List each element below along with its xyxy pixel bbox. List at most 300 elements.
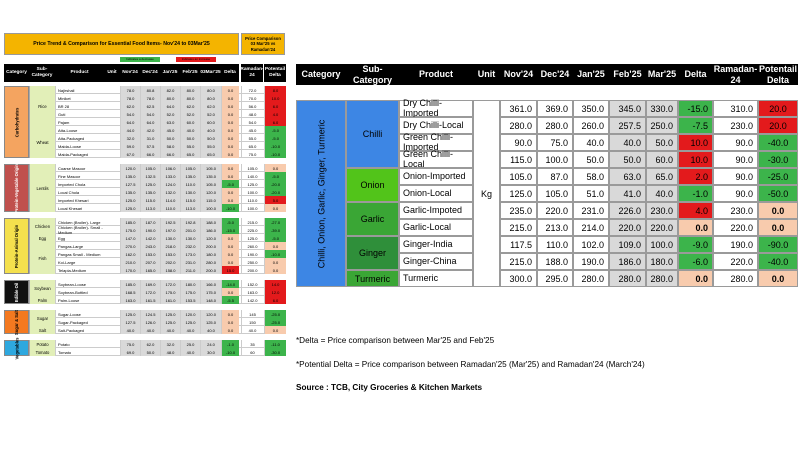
left-product-cell: Najirshail xyxy=(55,86,104,94)
left-value-cell: 190.0 xyxy=(241,250,263,258)
right-delta-cell: 4.0 xyxy=(678,202,713,219)
left-title: Price Trend & Comparison for Essential Food Items- Nov'24 to 03Mar'25 xyxy=(4,33,239,55)
left-value-cell: 78.0 xyxy=(120,94,140,102)
left-header-cell: 03Mar'25 xyxy=(200,64,221,82)
left-product-cell: Coarse Masoor xyxy=(55,164,104,172)
left-value-cell: 54.0 xyxy=(120,110,140,118)
right-unit-cell: Kg xyxy=(473,100,500,287)
left-product-cell: Guti xyxy=(55,110,104,118)
right-price-cell: 280.0 xyxy=(609,270,646,287)
left-subcategory-cell: Fish xyxy=(29,242,55,274)
left-category-label: Vegetables xyxy=(13,337,19,359)
left-value-cell: 120.0 xyxy=(120,164,140,172)
right-price-cell: 280.0 xyxy=(500,117,537,134)
left-value-cell: 106.0 xyxy=(160,164,180,172)
left-value-cell: -25.0 xyxy=(264,310,286,318)
left-value-cell: 55.0 xyxy=(180,142,200,150)
left-product-cell: Imported Chola xyxy=(55,180,104,188)
right-potential-delta-cell: 20.0 xyxy=(758,100,798,117)
left-value-cell: 0.0 xyxy=(221,134,239,142)
right-price-cell: 117.5 xyxy=(500,236,537,253)
left-value-cell: 142.0 xyxy=(241,296,263,304)
left-table-row xyxy=(55,172,286,180)
left-value-cell: 260.0 xyxy=(241,242,263,250)
left-value-cell: 52.0 xyxy=(200,110,221,118)
left-value-cell: -10.0 xyxy=(221,204,239,212)
right-header-cell: Potentail Delta xyxy=(758,64,797,85)
left-value-cell: -14.0 xyxy=(221,280,239,288)
right-potential-delta-cell: -40.0 xyxy=(758,134,798,151)
left-value-cell: 153.5 xyxy=(180,296,200,304)
left-value-cell: 40.0 xyxy=(120,326,140,334)
left-value-cell: 148.0 xyxy=(200,296,221,304)
left-table-row xyxy=(55,258,286,266)
right-price-cell: 50.0 xyxy=(646,134,678,151)
right-price-cell: 58.0 xyxy=(573,168,609,185)
right-subcategory-cell: Chilli xyxy=(346,100,399,168)
left-category-label: Protein-Vegetable Origin xyxy=(14,163,19,213)
left-value-cell: -27.0 xyxy=(264,218,286,226)
left-value-cell: 180.0 xyxy=(180,280,200,288)
left-value-cell: 0.0 xyxy=(221,188,239,196)
left-value-cell: 6.0 xyxy=(264,296,286,304)
left-header-cell: Product xyxy=(55,64,104,82)
left-value-cell: 0.0 xyxy=(221,126,239,134)
left-value-cell: 125.0 xyxy=(200,318,221,326)
right-price-cell: 63.0 xyxy=(609,168,646,185)
right-potential-delta-cell: -40.0 xyxy=(758,253,798,270)
right-price-cell: 105.0 xyxy=(500,168,537,185)
left-value-cell: -5.0 xyxy=(264,126,286,134)
left-value-cell: 190.0 xyxy=(140,226,160,234)
left-value-cell: 105.0 xyxy=(200,180,221,188)
left-value-cell: 175.0 xyxy=(180,288,200,296)
left-product-cell: Koi-Large xyxy=(55,258,104,266)
left-value-cell: 15.0 xyxy=(221,266,239,274)
left-value-cell: 225.0 xyxy=(241,226,263,234)
left-value-cell: 0.0 xyxy=(221,310,239,318)
left-value-cell: 125.0 xyxy=(120,310,140,318)
left-value-cell: 50.0 xyxy=(160,134,180,142)
left-value-cell: 175.0 xyxy=(160,288,180,296)
right-header-cell: Feb'25 xyxy=(609,64,646,85)
left-subcategory-cell: Palm xyxy=(29,296,55,304)
left-product-cell: Soybean-Bottled xyxy=(55,288,104,296)
left-value-cell: 158.0 xyxy=(160,266,180,274)
left-value-cell: 105.0 xyxy=(180,164,200,172)
left-value-cell: 172.0 xyxy=(140,288,160,296)
left-table-row xyxy=(55,180,286,188)
legend-decrease: Indicates a decrease xyxy=(120,57,160,62)
left-value-cell: 153.0 xyxy=(140,250,160,258)
right-header-cell: Category xyxy=(296,64,346,85)
left-value-cell: 31.0 xyxy=(140,134,160,142)
left-value-cell: 4.0 xyxy=(264,110,286,118)
left-value-cell: 124.0 xyxy=(160,180,180,188)
left-value-cell: 8.0 xyxy=(264,86,286,94)
left-value-cell: 127.5 xyxy=(120,318,140,326)
left-value-cell: 114.0 xyxy=(160,196,180,204)
right-price-cell: 60.0 xyxy=(646,151,678,168)
left-value-cell: 40.0 xyxy=(180,348,200,356)
right-price-cell: 102.0 xyxy=(573,236,609,253)
left-table-row xyxy=(55,226,286,234)
left-header-cell: Potentail Delta xyxy=(264,64,286,82)
left-value-cell: 40.0 xyxy=(241,326,263,334)
left-table-row xyxy=(55,196,286,204)
left-value-cell: 185.0 xyxy=(120,218,140,226)
price-comparison-box xyxy=(241,33,285,55)
right-potential-delta-cell: 20.0 xyxy=(758,117,798,134)
left-product-cell: Fine Masoor xyxy=(55,172,104,180)
left-value-cell: 192.8 xyxy=(180,218,200,226)
left-value-cell: 65.0 xyxy=(241,142,263,150)
left-category-label: Carbohydrates xyxy=(14,107,19,137)
left-value-cell: 115.0 xyxy=(200,196,221,204)
note-source: Source : TCB, City Groceries & Kitchen Markets xyxy=(296,383,483,392)
right-ramadan-cell: 90.0 xyxy=(713,185,758,202)
right-price-cell: 40.0 xyxy=(609,134,646,151)
left-value-cell: 52.0 xyxy=(160,110,180,118)
right-product-cell: Ginger-India xyxy=(399,236,473,253)
right-delta-cell: -6.0 xyxy=(678,253,713,270)
left-value-cell: 69.0 xyxy=(120,348,140,356)
right-potential-delta-cell: 0.0 xyxy=(758,202,798,219)
left-value-cell: 153.0 xyxy=(160,250,180,258)
left-value-cell: 215.0 xyxy=(241,218,263,226)
left-value-cell: 40.0 xyxy=(200,126,221,134)
right-delta-cell: 0.0 xyxy=(678,219,713,236)
right-ramadan-cell: 220.0 xyxy=(713,219,758,236)
left-value-cell: 80.8 xyxy=(140,86,160,94)
right-price-cell: 110.0 xyxy=(537,236,573,253)
left-product-cell: Palm-Loose xyxy=(55,296,104,304)
left-product-cell: Pangas Small - Medium xyxy=(55,250,104,258)
left-value-cell: 110.0 xyxy=(241,196,263,204)
right-price-cell: 190.0 xyxy=(573,253,609,270)
left-value-cell: 115.0 xyxy=(180,196,200,204)
left-value-cell: 175.0 xyxy=(120,226,140,234)
left-value-cell: 0.0 xyxy=(221,94,239,102)
left-category-cell xyxy=(4,218,29,274)
right-ramadan-cell: 310.0 xyxy=(713,100,758,117)
left-value-cell: -1.0 xyxy=(221,340,239,348)
left-value-cell: 12.0 xyxy=(264,288,286,296)
left-value-cell: 48.0 xyxy=(241,110,263,118)
left-table-row xyxy=(55,326,286,334)
left-value-cell: 0.0 xyxy=(221,196,239,204)
right-product-cell: Turmeric xyxy=(399,270,473,287)
left-value-cell: 80.0 xyxy=(180,94,200,102)
left-value-cell: -25.0 xyxy=(264,318,286,326)
left-value-cell: -20.0 xyxy=(264,188,286,196)
right-price-cell: 213.0 xyxy=(537,219,573,236)
left-value-cell: 62.0 xyxy=(120,102,140,110)
left-subcategory-cell: Chicken xyxy=(29,218,55,234)
left-value-cell: 55.0 xyxy=(241,134,263,142)
left-value-cell: 250.0 xyxy=(241,258,263,266)
left-value-cell: 280.0 xyxy=(200,258,221,266)
left-value-cell: 130.0 xyxy=(180,188,200,196)
left-value-cell: 6.0 xyxy=(264,102,286,110)
left-value-cell: 125.0 xyxy=(120,204,140,212)
right-price-cell: 105.0 xyxy=(537,185,573,202)
left-value-cell: 132.5 xyxy=(140,172,160,180)
left-value-cell: 0.0 xyxy=(221,318,239,326)
right-ramadan-cell: 230.0 xyxy=(713,202,758,219)
left-value-cell: 169.0 xyxy=(140,280,160,288)
left-value-cell: 165.0 xyxy=(140,266,160,274)
left-value-cell: 45.0 xyxy=(160,126,180,134)
left-value-cell: 72.0 xyxy=(241,86,263,94)
left-product-cell: Maida-Packaged xyxy=(55,150,104,158)
right-subcategory-cell: Turmeric xyxy=(346,270,399,287)
left-value-cell: 166.0 xyxy=(200,280,221,288)
left-value-cell: 113.0 xyxy=(180,204,200,212)
left-value-cell: 10.0 xyxy=(264,94,286,102)
left-value-cell: 100.0 xyxy=(241,204,263,212)
left-value-cell: 62.0 xyxy=(200,102,221,110)
left-value-cell: -11.0 xyxy=(264,340,286,348)
price-comparison-line-2: 03 Mar'25 vs xyxy=(250,41,276,47)
right-price-cell: 280.0 xyxy=(573,270,609,287)
right-price-cell: 51.0 xyxy=(573,185,609,202)
left-value-cell: 163.0 xyxy=(241,288,263,296)
right-price-cell: 330.0 xyxy=(646,100,678,117)
left-product-cell: Soybean-Loose xyxy=(55,280,104,288)
left-value-cell: 135.0 xyxy=(120,172,140,180)
right-product-cell: Garlic-Impoted xyxy=(399,202,473,219)
right-price-cell: 115.0 xyxy=(500,151,537,168)
left-value-cell: -30.0 xyxy=(264,348,286,356)
right-potential-delta-cell: -25.0 xyxy=(758,168,798,185)
left-value-cell: 30.0 xyxy=(200,348,221,356)
right-price-cell: 75.0 xyxy=(537,134,573,151)
left-header-cell: Nov'24 xyxy=(120,64,140,82)
left-table-row xyxy=(55,164,286,172)
left-table-row xyxy=(55,150,286,158)
left-value-cell: 172.0 xyxy=(160,280,180,288)
left-value-cell: 145 xyxy=(241,310,263,318)
left-value-cell: 132.0 xyxy=(160,188,180,196)
left-table-row xyxy=(55,110,286,118)
right-price-cell: 231.0 xyxy=(573,202,609,219)
right-header-cell: Unit xyxy=(473,64,500,85)
left-product-cell: Telapia-Medium xyxy=(55,266,104,274)
left-value-cell: 0.0 xyxy=(264,204,286,212)
right-ramadan-cell: 190.0 xyxy=(713,236,758,253)
left-value-cell: 0.0 xyxy=(221,234,239,242)
left-value-cell: 0.0 xyxy=(221,250,239,258)
left-value-cell: 62.0 xyxy=(140,340,160,348)
left-header-cell: Category xyxy=(4,64,29,82)
left-value-cell: 40.0 xyxy=(160,326,180,334)
left-value-cell: 175.0 xyxy=(200,288,221,296)
left-value-cell: 0.0 xyxy=(221,142,239,150)
left-value-cell: 57.5 xyxy=(140,142,160,150)
left-value-cell: 125.0 xyxy=(241,180,263,188)
left-header-cell: Sub-Category xyxy=(29,64,55,82)
right-delta-cell: -15.0 xyxy=(678,100,713,117)
left-value-cell: 78.0 xyxy=(140,94,160,102)
left-header-cell: Ramadan-24 xyxy=(241,64,263,82)
left-value-cell: 120.0 xyxy=(200,188,221,196)
left-table-row xyxy=(55,94,286,102)
left-product-cell: Sugar-Packaged xyxy=(55,318,104,326)
right-price-cell: 369.0 xyxy=(537,100,573,117)
right-header-cell: Product xyxy=(399,64,473,85)
right-header-cell: Nov'24 xyxy=(500,64,537,85)
right-price-cell: 65.0 xyxy=(646,168,678,185)
left-table-row xyxy=(55,134,286,142)
right-product-cell: Onion-Local xyxy=(399,185,473,202)
left-value-cell: 105.0 xyxy=(200,164,221,172)
right-price-cell: 226.0 xyxy=(609,202,646,219)
left-value-cell: 180.0 xyxy=(200,250,221,258)
right-subcategory-cell: Ginger xyxy=(346,236,399,270)
price-comparison-line-1: Price Comparison xyxy=(245,36,281,42)
right-potential-delta-cell: -90.0 xyxy=(758,236,798,253)
left-value-cell: 133.0 xyxy=(160,172,180,180)
left-product-cell: Chicken (Broiler)- Large xyxy=(55,218,104,226)
right-subcategory-cell: Onion xyxy=(346,168,399,202)
left-value-cell: 0.0 xyxy=(264,242,286,250)
right-price-cell: 260.0 xyxy=(573,117,609,134)
right-price-cell: 109.0 xyxy=(609,236,646,253)
left-product-cell: Maida-Loose xyxy=(55,142,104,150)
left-value-cell: 147.0 xyxy=(120,234,140,242)
left-category-cell xyxy=(4,280,29,304)
left-value-cell: 70.0 xyxy=(241,94,263,102)
left-value-cell: 42.0 xyxy=(140,126,160,134)
left-category-cell xyxy=(4,86,29,158)
left-value-cell: 200.0 xyxy=(241,266,263,274)
left-value-cell: -5.0 xyxy=(221,180,239,188)
left-value-cell: 64.0 xyxy=(140,118,160,126)
left-subcategory-cell: Egg xyxy=(29,234,55,242)
left-subcategory-cell: Soybean xyxy=(29,280,55,296)
left-value-cell: 60.0 xyxy=(180,118,200,126)
left-value-cell: 186.0 xyxy=(200,226,221,234)
left-product-cell: Pajam xyxy=(55,118,104,126)
left-value-cell: 0.0 xyxy=(264,164,286,172)
left-value-cell: 6.0 xyxy=(264,118,286,126)
left-subcategory-cell: Tomato xyxy=(29,348,55,356)
left-value-cell: 188.0 xyxy=(200,218,221,226)
left-value-cell: 110.0 xyxy=(160,204,180,212)
left-table-row xyxy=(55,242,286,250)
left-value-cell: 201.0 xyxy=(180,226,200,234)
left-value-cell: 59.0 xyxy=(120,142,140,150)
left-product-cell: Egg xyxy=(55,234,104,242)
left-value-cell: 115.0 xyxy=(140,196,160,204)
left-value-cell: 40.0 xyxy=(180,326,200,334)
left-value-cell: 135.0 xyxy=(140,188,160,196)
left-value-cell: 65.0 xyxy=(200,150,221,158)
right-price-cell: 295.0 xyxy=(537,270,573,287)
note-delta: *Delta = Price comparison between Mar'25 and Feb'25 xyxy=(296,336,495,345)
left-value-cell: 56.0 xyxy=(241,102,263,110)
left-value-cell: 62.0 xyxy=(180,102,200,110)
right-ramadan-cell: 230.0 xyxy=(713,117,758,134)
right-category-label: Chilli, Onion, Garlic, Ginger, Turmeric xyxy=(316,119,327,268)
left-value-cell: 130.0 xyxy=(180,234,200,242)
left-table-row xyxy=(55,102,286,110)
right-category-cell xyxy=(296,100,346,287)
right-delta-cell: 10.0 xyxy=(678,151,713,168)
right-price-cell: 188.0 xyxy=(537,253,573,270)
left-value-cell: 161.0 xyxy=(160,296,180,304)
left-value-cell: 163.0 xyxy=(120,296,140,304)
left-table-row xyxy=(55,310,286,318)
left-value-cell: 0.0 xyxy=(221,258,239,266)
right-price-cell: 230.0 xyxy=(646,202,678,219)
left-category-label: Protein-Animal Origin xyxy=(14,224,19,268)
left-value-cell: 130.0 xyxy=(160,234,180,242)
left-value-cell: 0.0 xyxy=(264,266,286,274)
right-subcategory-cell: Garlic xyxy=(346,202,399,236)
left-value-cell: 0.0 xyxy=(264,326,286,334)
left-category-cell xyxy=(4,337,29,359)
left-value-cell: 135.0 xyxy=(200,172,221,180)
left-value-cell: -10.0 xyxy=(264,250,286,258)
left-value-cell: 35 xyxy=(241,340,263,348)
left-product-cell: Chicken (Broiler)- Small - Medium xyxy=(55,226,104,234)
left-table-row xyxy=(55,288,286,296)
left-value-cell: 50.0 xyxy=(180,134,200,142)
right-price-cell: 361.0 xyxy=(500,100,537,117)
right-header-cell: Mar'25 xyxy=(646,64,678,85)
right-price-cell: 220.0 xyxy=(609,219,646,236)
right-product-cell: Dry Chilli-Local xyxy=(399,117,473,134)
left-value-cell: 60 xyxy=(241,348,263,356)
left-value-cell: 113.0 xyxy=(140,204,160,212)
right-delta-cell: -7.5 xyxy=(678,117,713,134)
left-subcategory-cell: Sugar xyxy=(29,310,55,326)
left-value-cell: 50.0 xyxy=(200,134,221,142)
left-value-cell: -15.0 xyxy=(221,226,239,234)
right-price-cell: 40.0 xyxy=(646,185,678,202)
left-value-cell: 80.0 xyxy=(200,94,221,102)
left-value-cell: 173.0 xyxy=(180,250,200,258)
left-value-cell: 80.0 xyxy=(200,86,221,94)
left-product-cell: Pangas-Large xyxy=(55,242,104,250)
right-delta-cell: 0.0 xyxy=(678,270,713,287)
left-value-cell: 5.0 xyxy=(264,196,286,204)
left-product-cell: Atta-Loose xyxy=(55,126,104,134)
left-value-cell: 80.0 xyxy=(180,86,200,94)
left-table-row xyxy=(55,280,286,288)
left-value-cell: 243.0 xyxy=(140,242,160,250)
left-value-cell: 210.0 xyxy=(120,258,140,266)
right-price-cell: 345.0 xyxy=(609,100,646,117)
left-value-cell: 125.0 xyxy=(140,180,160,188)
left-value-cell: 232.0 xyxy=(180,242,200,250)
left-value-cell: 105.0 xyxy=(140,164,160,172)
left-product-cell: Salt-Packaged xyxy=(55,326,104,334)
left-value-cell: 45.0 xyxy=(241,126,263,134)
left-value-cell: 50.0 xyxy=(140,348,160,356)
right-price-cell: 257.5 xyxy=(609,117,646,134)
left-product-cell: Potato xyxy=(55,340,104,348)
right-header-cell: Sub-Category xyxy=(346,64,399,85)
left-value-cell: 100.0 xyxy=(241,188,263,196)
right-price-cell: 50.0 xyxy=(609,151,646,168)
left-value-cell: 126.0 xyxy=(140,318,160,326)
left-value-cell: 202.0 xyxy=(160,258,180,266)
left-value-cell: 152.0 xyxy=(241,280,263,288)
left-value-cell: 67.0 xyxy=(120,150,140,158)
